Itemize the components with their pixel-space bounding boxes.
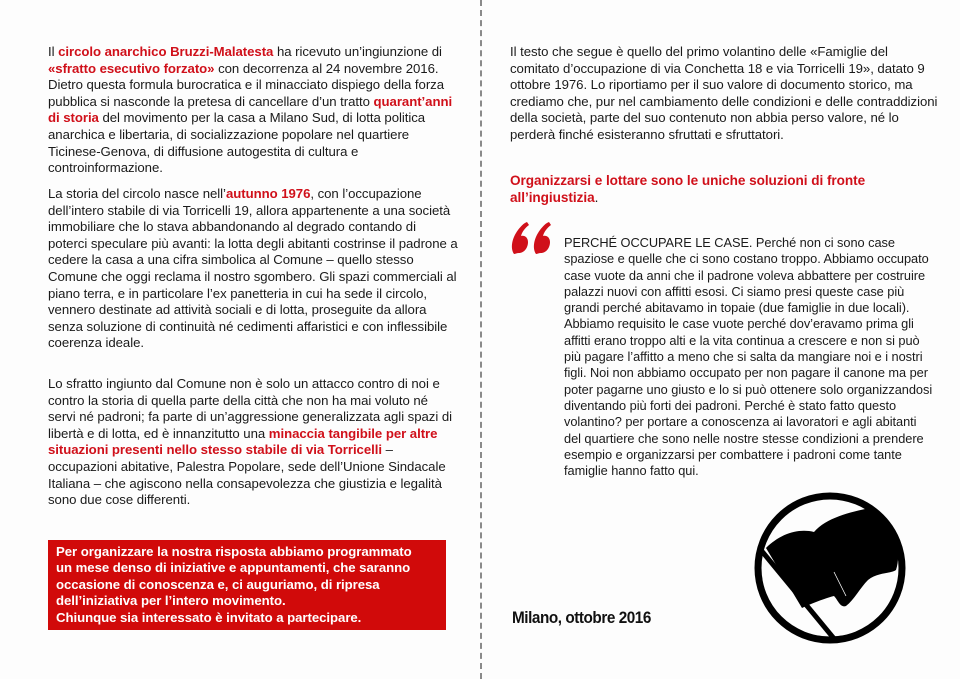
slogan-text: Organizzarsi e lottare sono le uniche soluzioni di fronte all’ingiustizia xyxy=(510,173,866,205)
paragraph-threat xyxy=(48,376,458,509)
text: , con l’occupazione dell’intero stabile di via Torricelli 19, allora appartenente a una società immobiliare che lo stava abbandonando al degrado contando di poterci speculare più avanti: la lotta degli abitanti costrinse il padrone a cedere la casa a una cifra simbolica al Comune – quello stesso Comune che oggi reclama il nostro sgombero. Gli spazi commerciali al piano terra, e in particolare l’ex panetteria in cui ha sede il circolo, vennero destinate ad attività sociali e di lotta, proseguite da allora senza soluzione di continuità né cedimenti affaristici e con inflessibile coerenza ideale. xyxy=(48,186,458,351)
highlight-circolo-name: circolo anarchico Bruzzi-Malatesta xyxy=(58,44,274,59)
quote-mark-icon xyxy=(510,220,554,260)
intro-paragraph: Il testo che segue è quello del primo volantino delle «Famiglie del comitato d’occupazione di via Conchetta 18 e via Torricelli 19», datato 9 ottobre 1976. Lo riportiamo per il suo valore di documento storico, ma crediamo che, pur nel cambiamento delle condizioni e delle contraddizioni della società, parte del suo contenuto non abbia perso valore, né lo perderà finché esisteranno sfruttati e sfruttatori. xyxy=(510,44,938,142)
callout-box xyxy=(48,540,446,630)
text: del movimento per la casa a Milano Sud, di lotta politica anarchica e libertaria, di socializzazione popolare nel quartiere Ticinese-Genova, di diffusione autogestita di cultura e controinformazione. xyxy=(48,110,426,176)
quote-text: PERCHÉ OCCUPARE LE CASE. Perché non ci sono case spaziose e quelle che ci sono costano troppo. Abbiamo occupato case vuote da anni che il padrone voleva abbattere per costruire palazzi nuovi con affitti esosi. Ci siamo presi queste case più grandi perché abitavamo in topaie (due famiglie in due locali). Abbiamo requisito le case vuote perché dov’eravamo prima gli affitti erano troppo alti e la vita continua a crescere e non si può più pagare l’affitto a meno che si salta da mangiare noi e i nostri figli. Noi non abbiamo occupato per non pagare il canone ma per poter pagarne uno giusto e lo si può ottenere solo organizzandosi diventando più forti dei padroni. Perché è stato fatto questo volantino? per portare a conoscenza ai lavoratori e agli abitanti del quartiere che sono nelle nostre stesse condizioni a prendere esempio e organizzarsi per combattere i padroni come tante famiglie hanno fatto qui. xyxy=(564,235,933,479)
highlight-threat: minaccia tangibile per altre situazioni presenti nello stesso stabile di via Torricelli xyxy=(48,425,438,458)
text: Lo sfratto ingiunto dal Comune non è solo un attacco contro di noi e contro la storia di quella parte della città che non ha mai voluto né servi né padroni; fa parte di un’aggressione generalizzata agli spazi di libertà e di lotta, ed è innanzitutto una xyxy=(48,376,452,441)
callout-line: dell’iniziativa per l’intero movimento. xyxy=(56,593,286,609)
highlight-autumn-1976: autunno 1976 xyxy=(225,186,311,201)
text: Il xyxy=(48,44,59,59)
callout-line: occasione di conoscenza e, ci auguriamo, di ripresa xyxy=(56,576,380,592)
callout-line: Per organizzare la nostra risposta abbiamo programmato xyxy=(56,544,412,559)
highlight-forty-years: quarant’anni di storia xyxy=(48,93,453,126)
historic-flyer-quote xyxy=(564,235,934,479)
callout-line: un mese denso di iniziative e appuntamenti, che saranno xyxy=(56,560,411,576)
slogan xyxy=(510,172,940,206)
text: – occupazioni abitative, Palestra Popolare, sede dell’Unione Sindacale Italiana – che agiscono nella consapevolezza che giustizia e legalità sono due cose differenti. xyxy=(48,442,446,508)
fold-divider xyxy=(480,0,482,679)
text: con decorrenza al 24 novembre 2016. Dietro questa formula burocratica e il minacciato dispiego della forza pubblica si nasconde la pretesa di cancellare d’un tratto xyxy=(48,60,444,109)
callout-line: Chiunque sia interessato è invitato a partecipare. xyxy=(56,609,362,625)
slogan-period: . xyxy=(594,190,599,205)
paragraph-history xyxy=(48,186,458,352)
paragraph-eviction-notice xyxy=(48,44,458,177)
anarchist-flag-circle-icon xyxy=(750,488,910,648)
signature: Milano, ottobre 2016 xyxy=(512,608,651,627)
highlight-sfratto: «sfratto esecutivo forzato» xyxy=(48,60,215,76)
text: La storia del circolo nasce nell’ xyxy=(48,186,226,201)
text: ha ricevuto un’ingiunzione di xyxy=(273,44,442,59)
